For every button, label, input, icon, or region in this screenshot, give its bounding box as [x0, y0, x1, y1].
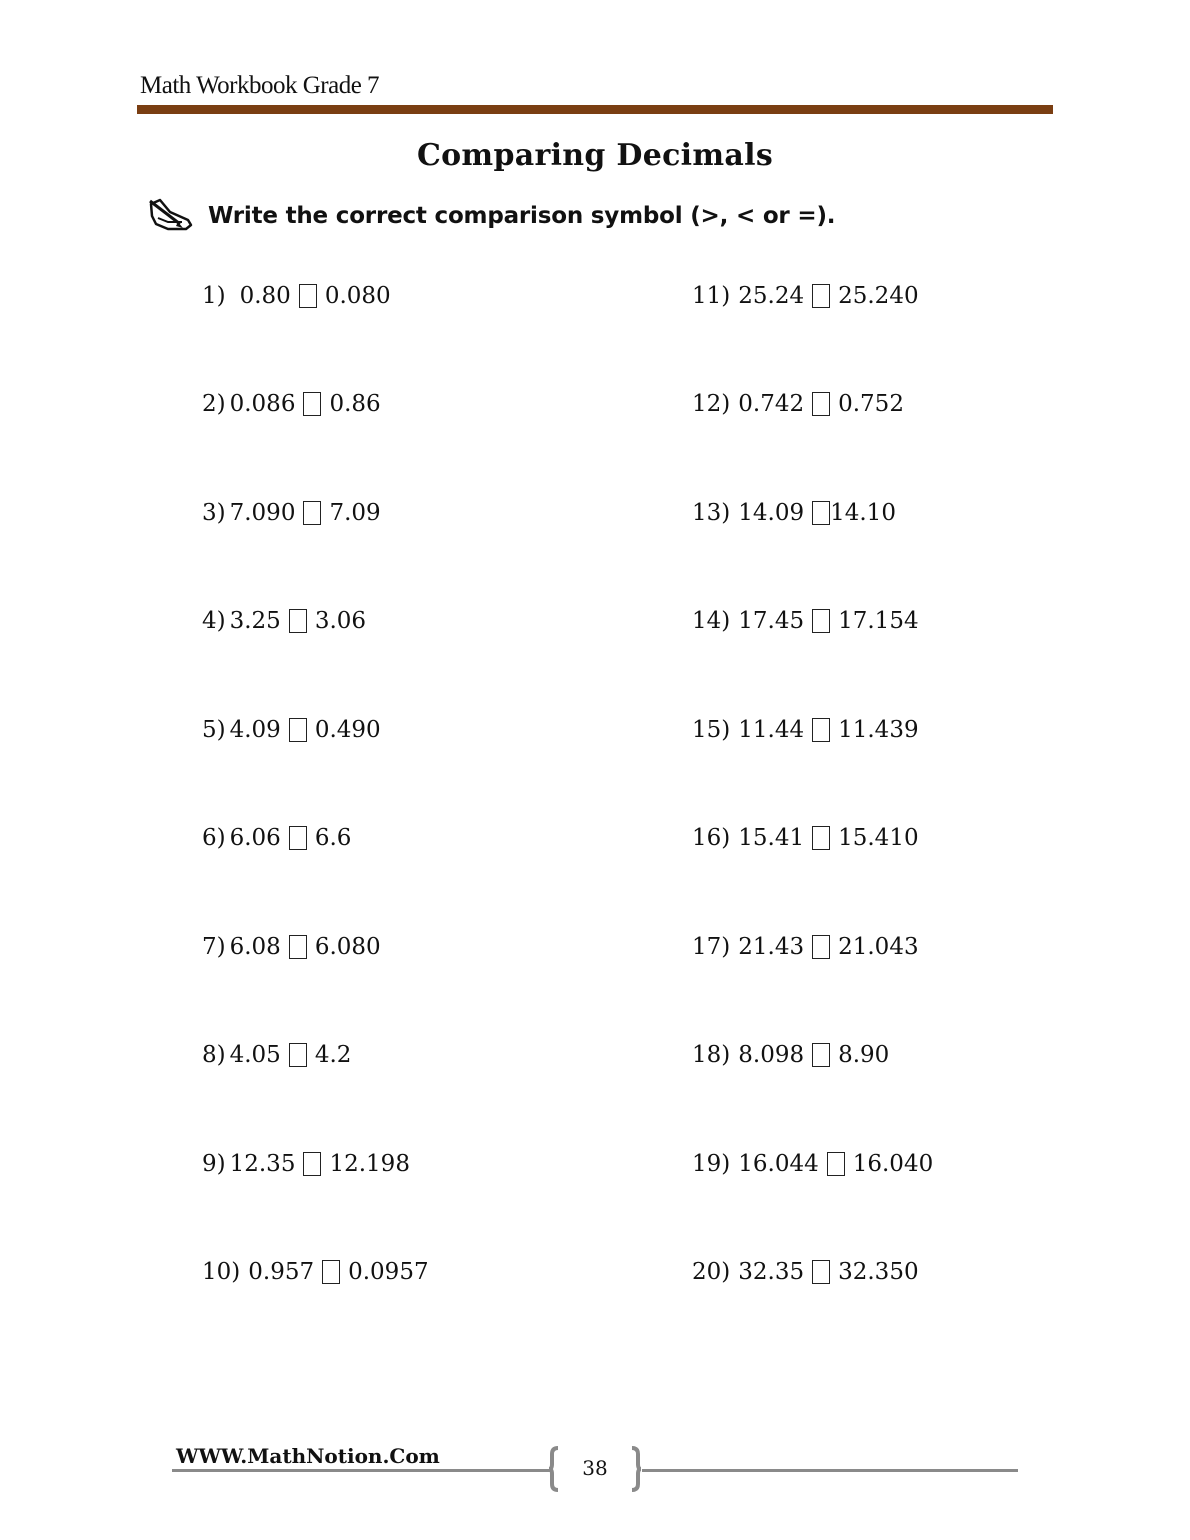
problem-value-b: 21.043 — [838, 934, 919, 960]
problem-number: 9) — [202, 1151, 226, 1177]
problem-number: 15) — [692, 717, 731, 743]
problem-value-b: 6.6 — [314, 825, 352, 851]
problem-value-a: 4.09 — [229, 717, 281, 743]
problem-item — [202, 1256, 429, 1288]
problem-item — [692, 1256, 919, 1288]
problem-item — [692, 280, 919, 312]
answer-box[interactable] — [322, 1260, 340, 1284]
problem-number: 11) — [692, 283, 731, 309]
problem-item — [202, 714, 381, 746]
problem-value-a: 4.05 — [229, 1042, 281, 1068]
problem-number: 13) — [692, 500, 731, 526]
problem-value-a: 0.957 — [248, 1259, 315, 1285]
problem-item — [202, 822, 351, 854]
problem-number: 16) — [692, 825, 731, 851]
problem-number: 19) — [692, 1151, 731, 1177]
answer-box[interactable] — [303, 1152, 321, 1176]
problem-item — [202, 605, 366, 637]
problem-value-b: 32.350 — [838, 1259, 919, 1285]
problem-item — [202, 497, 381, 529]
answer-box[interactable] — [299, 284, 317, 308]
problem-item — [692, 605, 919, 637]
problem-number: 20) — [692, 1259, 731, 1285]
problem-item — [692, 714, 919, 746]
problem-number: 3) — [202, 500, 226, 526]
answer-box[interactable] — [812, 609, 830, 633]
footer-rule-left — [172, 1469, 550, 1472]
problem-item — [202, 1039, 351, 1071]
problem-number: 8) — [202, 1042, 226, 1068]
problem-item — [692, 497, 896, 529]
problem-item — [202, 931, 381, 963]
answer-box[interactable] — [303, 501, 321, 525]
problem-value-a: 3.25 — [229, 608, 281, 634]
problem-value-a: 14.09 — [738, 500, 805, 526]
problem-value-b: 0.752 — [838, 391, 904, 417]
problem-number: 17) — [692, 934, 731, 960]
problem-item — [692, 388, 904, 420]
answer-box[interactable] — [827, 1152, 845, 1176]
problem-value-b: 17.154 — [838, 608, 919, 634]
problem-value-a: 12.35 — [229, 1151, 296, 1177]
problem-item — [692, 1148, 933, 1180]
problem-number: 10) — [202, 1259, 241, 1285]
problem-value-a: 16.044 — [738, 1151, 819, 1177]
problem-number: 1) — [202, 283, 226, 309]
instructions — [148, 198, 835, 234]
problem-item — [692, 822, 919, 854]
problem-value-b: 0.490 — [314, 717, 381, 743]
instructions-text: Write the correct comparison symbol (>, < or =). — [208, 203, 836, 229]
problem-value-a: 11.44 — [738, 717, 805, 743]
problem-number: 18) — [692, 1042, 731, 1068]
problem-number: 12) — [692, 391, 731, 417]
footer-website: WWW.MathNotion.Com — [176, 1444, 440, 1468]
problem-value-a: 6.06 — [229, 825, 281, 851]
problem-value-b: 8.90 — [838, 1042, 890, 1068]
problem-value-b: 6.080 — [314, 934, 381, 960]
problem-item — [692, 931, 919, 963]
answer-box[interactable] — [812, 284, 830, 308]
problem-number: 2) — [202, 391, 226, 417]
answer-box[interactable] — [303, 392, 321, 416]
workbook-title: Math Workbook Grade 7 — [140, 72, 380, 99]
problem-number: 5) — [202, 717, 226, 743]
answer-box[interactable] — [289, 935, 307, 959]
page-number-bracket — [548, 1444, 642, 1494]
problem-value-a: 0.086 — [229, 391, 296, 417]
problem-value-b: 0.080 — [324, 283, 391, 309]
problem-number: 14) — [692, 608, 731, 634]
problem-value-b: 14.10 — [830, 500, 896, 526]
answer-box[interactable] — [812, 826, 830, 850]
problem-value-a: 15.41 — [738, 825, 805, 851]
problem-value-a: 8.098 — [738, 1042, 805, 1068]
problem-value-a: 32.35 — [738, 1259, 805, 1285]
problem-number: 6) — [202, 825, 226, 851]
problem-item — [692, 1039, 889, 1071]
problem-value-a: 0.80 — [239, 283, 291, 309]
problem-value-b: 25.240 — [838, 283, 919, 309]
answer-box[interactable] — [812, 718, 830, 742]
problem-value-b: 11.439 — [838, 717, 919, 743]
footer-rule-right — [642, 1469, 1018, 1472]
answer-box[interactable] — [812, 1043, 830, 1067]
problem-value-b: 0.0957 — [348, 1259, 429, 1285]
problem-value-b: 0.86 — [329, 391, 381, 417]
answer-box[interactable] — [289, 609, 307, 633]
problem-value-a: 17.45 — [738, 608, 805, 634]
problem-number: 4) — [202, 608, 226, 634]
problem-number: 7) — [202, 934, 226, 960]
pencil-hand-icon — [148, 198, 194, 234]
problem-value-a: 0.742 — [738, 391, 805, 417]
answer-box[interactable] — [812, 501, 830, 525]
problem-item — [202, 280, 391, 312]
page-title: Comparing Decimals — [416, 138, 774, 173]
page-number: 38 — [582, 1456, 608, 1480]
problem-item — [202, 388, 381, 420]
answer-box[interactable] — [812, 1260, 830, 1284]
problem-item — [202, 1148, 410, 1180]
header-rule — [137, 105, 1053, 114]
problem-value-b: 12.198 — [329, 1151, 410, 1177]
problem-value-a: 21.43 — [738, 934, 805, 960]
answer-box[interactable] — [812, 935, 830, 959]
problem-value-a: 6.08 — [229, 934, 281, 960]
answer-box[interactable] — [289, 1043, 307, 1067]
problem-value-a: 25.24 — [738, 283, 805, 309]
problem-value-b: 16.040 — [852, 1151, 934, 1177]
problem-value-a: 7.090 — [229, 500, 296, 526]
answer-box[interactable] — [289, 718, 307, 742]
problem-value-b: 3.06 — [314, 608, 367, 634]
problem-value-b: 7.09 — [329, 500, 381, 526]
answer-box[interactable] — [289, 826, 307, 850]
problem-value-b: 4.2 — [314, 1042, 352, 1068]
answer-box[interactable] — [812, 392, 830, 416]
problem-value-b: 15.410 — [838, 825, 919, 851]
